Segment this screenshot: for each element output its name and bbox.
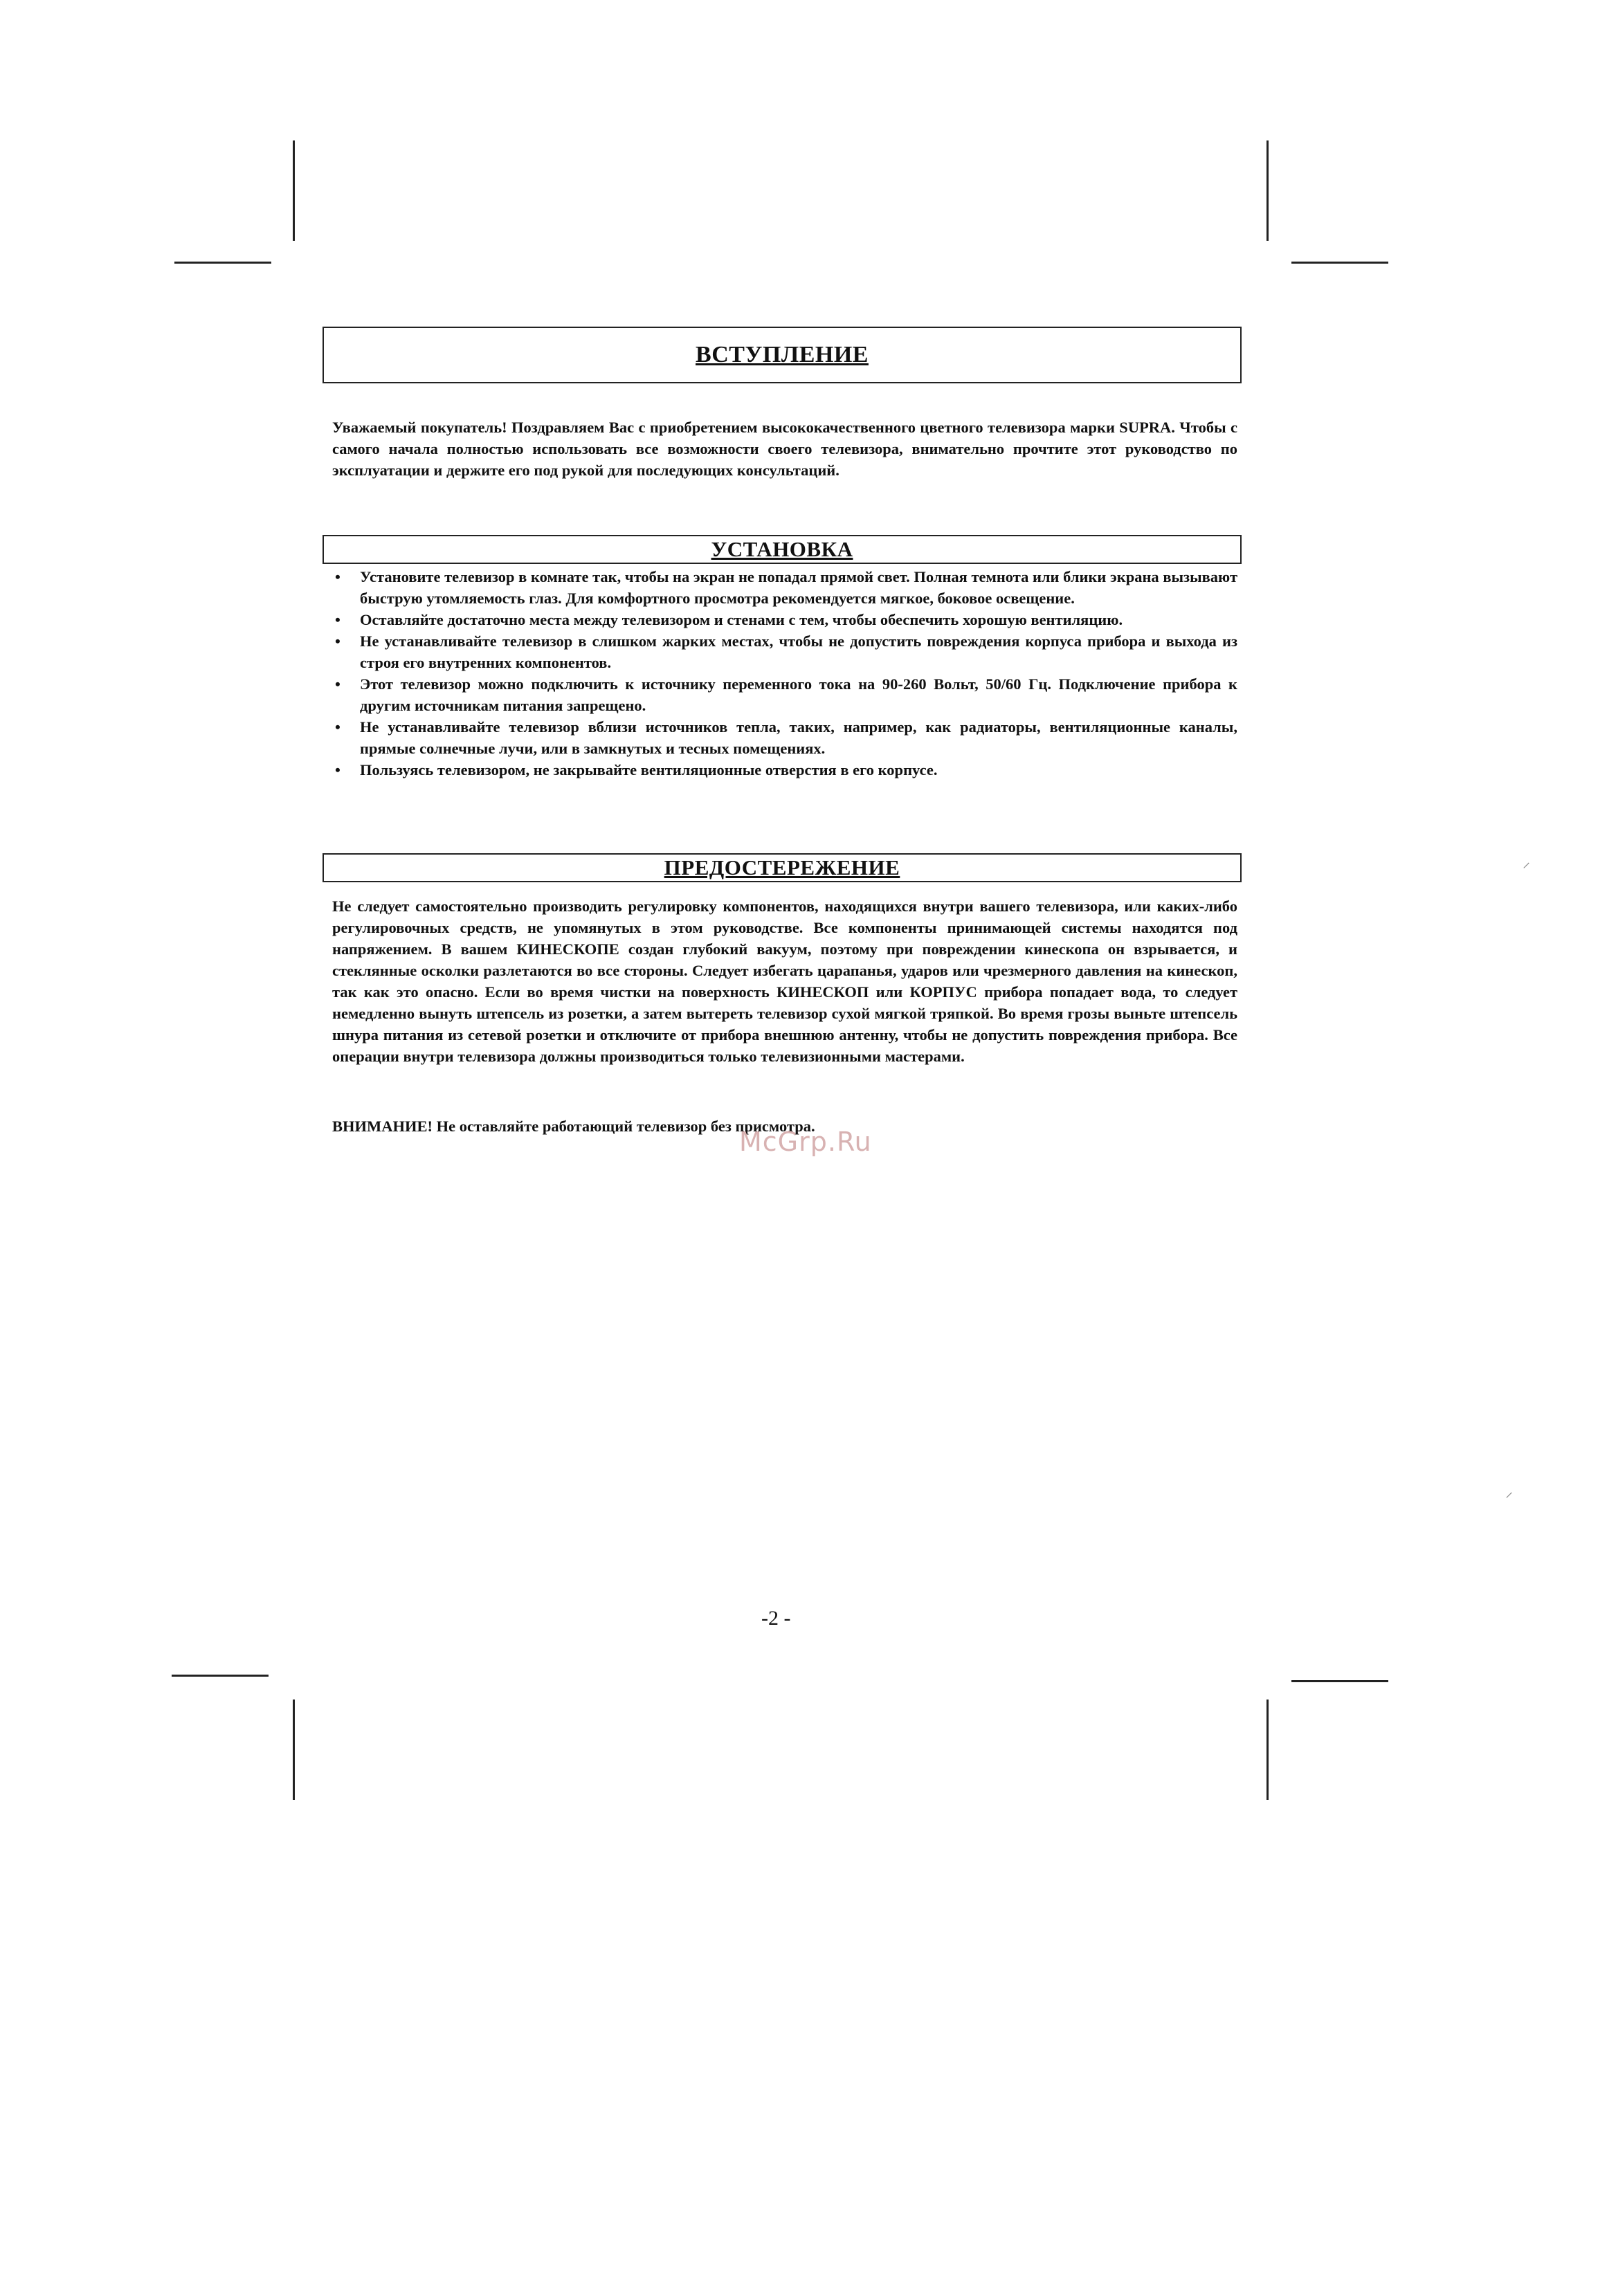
crop-mark-bottom-right-horizontal (1291, 1680, 1388, 1682)
intro-heading: ВСТУПЛЕНИЕ (696, 342, 869, 367)
list-item: • Этот телевизор можно подключить к источнику переменного тока на 90-260 Вольт, 50/60 Гц. Подключение прибора к другим источникам питания запрещено. (332, 673, 1237, 716)
scan-speck: ⸝ (1523, 853, 1531, 871)
crop-mark-top-right-horizontal (1291, 262, 1388, 264)
warning-heading-box (323, 853, 1242, 882)
crop-mark-bottom-left-horizontal (172, 1675, 269, 1677)
install-list (332, 566, 1237, 781)
intro-paragraph: Уважаемый покупатель! Поздравляем Вас с приобретением высококачественного цветного телевизора марки SUPRA. Чтобы с самого начала полностью использовать все возможности своего телевизора, внимательно прочтите этот руководство по эксплуатации и держите его под рукой для последующих консультаций. (332, 419, 1237, 479)
warning-heading: ПРЕДОСТЕРЕЖЕНИЕ (664, 855, 900, 880)
install-heading: УСТАНОВКА (711, 537, 853, 561)
intro-heading-box (323, 327, 1242, 383)
attention-line: ВНИМАНИЕ! Не оставляйте работающий телевизор без присмотра. (332, 1118, 815, 1135)
list-item: • Не устанавливайте телевизор в слишком жарких местах, чтобы не допустить повреждения корпуса прибора и выхода из строя его внутренних компонентов. (332, 630, 1237, 673)
list-item: • Установите телевизор в комнате так, чтобы на экран не попадал прямой свет. Полная темнота или блики экрана вызывают быструю утомляемость глаз. Для комфортного просмотра рекомендуется мягкое, боковое освещение. (332, 566, 1237, 609)
list-item: • Не устанавливайте телевизор вблизи источников тепла, таких, например, как радиаторы, вентиляционные каналы, прямые солнечные лучи, или в замкнутых и тесных помещениях. (332, 716, 1237, 759)
crop-mark-bottom-right-vertical (1266, 1700, 1269, 1800)
page-number: -2 - (761, 1607, 791, 1630)
scan-speck: ⸝ (1505, 1483, 1514, 1500)
crop-mark-top-right-vertical (1266, 140, 1269, 241)
crop-mark-bottom-left-vertical (293, 1700, 295, 1800)
watermark: McGrp.Ru (739, 1127, 872, 1157)
list-item: • Оставляйте достаточно места между телевизором и стенами с тем, чтобы обеспечить хорошую вентиляцию. (332, 609, 1237, 630)
warning-paragraph: Не следует самостоятельно производить регулировку компонентов, находящихся внутри вашего телевизора, или каких-либо регулировочных средств, не упомянутых в этом руководстве. Все компоненты принимающей системы находятся под напряжением. В вашем КИНЕСКОПЕ создан глубокий вакуум, поэтому при повреждении кинескопа он взрывается, и стеклянные осколки разлетаются во все стороны. Следует избегать царапанья, ударов или чрезмерного давления на кинескоп, так как это опасно. Если во время чистки на поверхность КИНЕСКОП или КОРПУС прибора попадает вода, то следует немедленно вынуть штепсель из розетки, а затем вытереть телевизор сухой мягкой тряпкой. Во время грозы выньте штепсель шнура питания из сетевой розетки и отключите от прибора внешнюю антенну, чтобы не допустить повреждения прибора. Все операции внутри телевизора должны производиться только телевизионными мастерами. (332, 898, 1237, 1065)
list-item: • Пользуясь телевизором, не закрывайте вентиляционные отверстия в его корпусе. (332, 759, 1237, 781)
crop-mark-top-left-vertical (293, 140, 295, 241)
install-heading-box (323, 535, 1242, 564)
crop-mark-top-left-horizontal (174, 262, 271, 264)
